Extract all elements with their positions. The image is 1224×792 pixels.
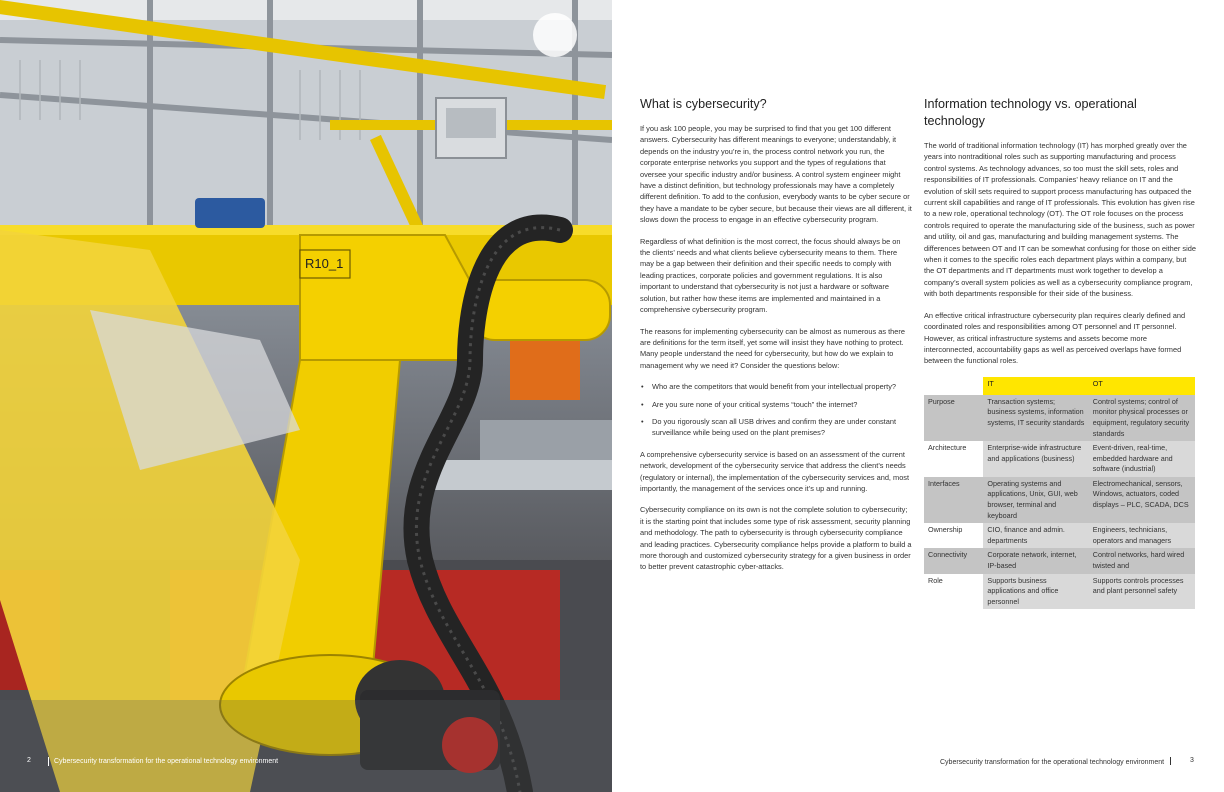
table-row — [924, 548, 1195, 573]
column-it-vs-ot — [924, 96, 1196, 609]
list-item: • Do you rigorously scan all USB drives and confirm they are under constant surveillance while being used on the plant premises? — [640, 416, 912, 439]
heading-it-vs-ot: Information technology vs. operational technology — [924, 97, 1137, 128]
row-label: Architecture — [924, 441, 983, 477]
table-row — [924, 395, 1195, 441]
it-ot-comparison-table — [924, 377, 1195, 610]
right-footer — [940, 757, 1175, 767]
row-label: Role — [924, 574, 983, 610]
left-footer-title: Cybersecurity transformation for the operational technology environment — [48, 757, 278, 766]
ot-cell: Engineers, technicians, operators and managers — [1089, 523, 1195, 548]
it-cell: Transaction systems; business systems, information systems, IT security standards — [983, 395, 1088, 441]
right-footer-title: Cybersecurity transformation for the operational technology environment — [940, 759, 1165, 766]
paragraph: The reasons for implementing cybersecurity can be almost as numerous as there are definitions for the term itself, yet some will insist they have nothing to protect. Many people understand the need for cybersecurity, but how do we explain to management why we need it? Consider the questions below: — [640, 326, 905, 370]
list-item: • Who are the competitors that would benefit from your intellectual property? — [640, 381, 912, 392]
ot-cell: Supports controls processes and plant personnel safety — [1089, 574, 1195, 610]
paragraph: If you ask 100 people, you may be surprised to find that you get 100 different answers. Cybersecurity has different meanings to everyone; understandably, it depends on the industry you’re in, the process control network you run, the corporate enterprise networks you support and the types of regulations that oversee your specific industry and/or business. A control system engineer might have a distinct definition, but technology professionals may have a completely different definition. To add to the confusion, everybody wants to be cyber secure or they have a mandate to be cyber secure, but because their views are all different, it slows down the process to engage in an effective cybersecurity program. — [640, 124, 912, 225]
paragraph: The world of traditional information technology (IT) has morphed greatly over the years into nontraditional roles such as supporting manufacturing and process control systems. As technology advances, so too must the skill sets, roles and responsibilities of IT professionals. Companies’ heavy reliance on IT and the evolution of skill sets required to support process manufacturing has outpaced the current skill capabilities and range of IT professionals. This evolution has given rise to a new role, operational technology (OT). The OT role focuses on the process controls required to operate the manufacturing side of the business, such as power and utility, oil and gas, manufacturing and building management systems. The differences between OT and IT can be somewhat confusing for those on either side when it comes to the specific roles each department plays within a company, but the OT departments and IT departments must work together to develop a company’s overall system policies as well as a cybersecurity compliance program, with both departments responsible for their side of the business. — [924, 141, 1196, 299]
ot-cell: Control systems; control of monitor physical processes or equipment, regulatory security standards — [1089, 395, 1195, 441]
table-row — [924, 477, 1195, 523]
left-page-number: 2 — [27, 757, 31, 764]
footer-divider — [1170, 757, 1171, 765]
ot-cell: Event-driven, real-time, embedded hardware and software (industrial) — [1089, 441, 1195, 477]
row-label: Connectivity — [924, 548, 983, 573]
paragraph: An effective critical infrastructure cybersecurity plan requires clearly defined and coordinated roles and responsibilities among OT personnel and IT personnel. However, as critical infrastructure systems and assets become more interconnected, accountability gaps as well as perceived overlaps have formed between the functional roles. — [924, 310, 1186, 366]
table-row — [924, 523, 1195, 548]
list-item: • Are you sure none of your critical systems “touch” the internet? — [640, 399, 912, 410]
robot-tag-label: R10_1 — [305, 256, 344, 271]
table-header-blank — [924, 377, 983, 395]
row-label: Purpose — [924, 395, 983, 441]
ot-cell: Electromechanical, sensors, Windows, actuators, coded displays – PLC, SCADA, DCS — [1089, 477, 1195, 523]
question-list — [640, 381, 912, 439]
it-cell: Supports business applications and office personnel — [983, 574, 1088, 610]
paragraph: A comprehensive cybersecurity service is based on an assessment of the current network, development of the cybersecurity service that address the client’s needs (regulatory or internal), the implementation of the cybersecurity services and, most importantly, the management of the services once it’s up and running. — [640, 449, 910, 493]
paragraph: Regardless of what definition is the most correct, the focus should always be on the clients’ needs and what clients believe cybersecurity means to them. There may be a gap between their definition and their specific needs to comply with leading practices, corporate policies and government regulations. It is also important to understand that cybersecurity is not just a hardware or software solution, but rather how these items are implemented and maintained in a comprehensive cybersecurity program. — [640, 236, 901, 315]
row-label: Ownership — [924, 523, 983, 548]
it-cell: Corporate network, internet, IP-based — [983, 548, 1088, 573]
table-header-it: IT — [983, 377, 1088, 395]
table-header-ot: OT — [1089, 377, 1195, 395]
it-cell: Enterprise-wide infrastructure and applications (business) — [983, 441, 1088, 477]
right-page-number: 3 — [1190, 757, 1194, 764]
ot-cell: Control networks, hard wired twisted and — [1089, 548, 1195, 573]
column-what-is-cybersecurity — [640, 96, 912, 583]
row-label: Interfaces — [924, 477, 983, 523]
table-row — [924, 574, 1195, 610]
heading-what-is-cybersecurity: What is cybersecurity? — [640, 97, 767, 111]
it-cell: Operating systems and applications, Unix, GUI, web browser, terminal and keyboard — [983, 477, 1088, 523]
table-header-row — [924, 377, 1195, 395]
paragraph: Cybersecurity compliance on its own is not the complete solution to cybersecurity; it is the starting point that includes some type of risk assessment, security planning and methodology. The path to cybersecurity is through cybersecurity compliance and leading practices. Cybersecurity compliance helps provide a platform to build a more thorough and customized cybersecurity strategy for a given business in order to better prevent catastrophic cyber-attacks. — [640, 505, 912, 572]
it-cell: CIO, finance and admin. departments — [983, 523, 1088, 548]
table-row — [924, 441, 1195, 477]
